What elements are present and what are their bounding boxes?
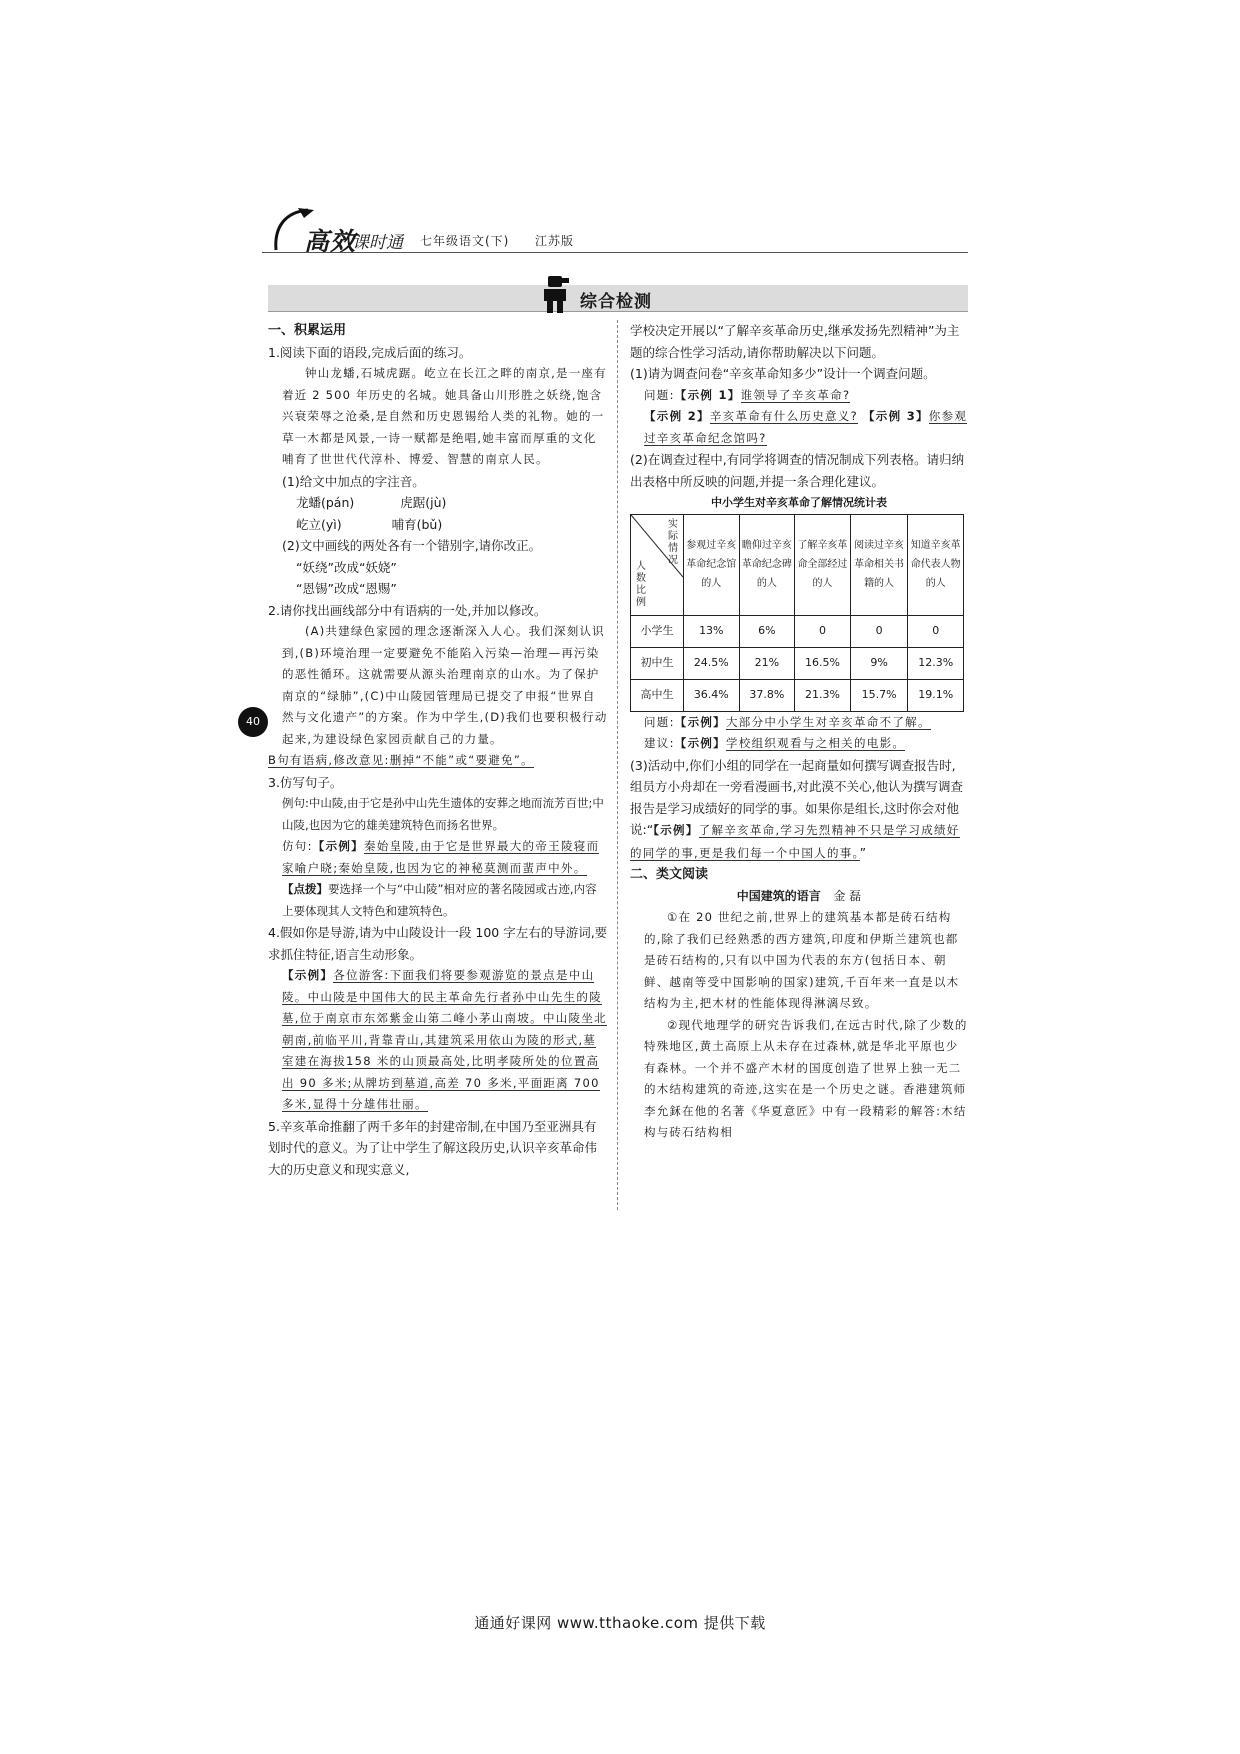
table-row: [631, 615, 964, 647]
article-paragraph-1: ①在 20 世纪之前,世界上的建筑基本都是砖石结构的,除了我们已经熟悉的西方建筑,印度和伊斯兰建筑也都是砖石结构的,只有以中国为代表的东方(包括日本、朝鲜、越南等受中国影响的国家)建筑,千百年来一直是以木结构为主,把木材的性能体现得淋漓尽致。: [644, 910, 960, 1010]
header-grade: 七年级语文(下): [420, 234, 510, 248]
header-rule: [262, 252, 968, 253]
q3-answer-text: 秦始皇陵,由于它是世界最大的帝王陵寝而家喻户晓;秦始皇陵,也因为它的神秘莫测而蜚声中外。: [282, 839, 600, 875]
q3-example: 例句:中山陵,由于它是孙中山先生遗体的安葬之地而流芳百世;中山陵,也因为它的雄美建筑特色而扬名世界。: [282, 796, 604, 832]
q5-sub2-problem-text: 大部分中小学生对辛亥革命不了解。: [725, 714, 931, 729]
q5-sub1: (1)请为调查问卷“辛亥革命知多少”设计一个调查问题。: [630, 366, 936, 381]
column-divider: [617, 320, 618, 1210]
table-col-header: 瞻仰过辛亥革命纪念碑的人: [739, 514, 795, 615]
person-icon: [538, 274, 574, 314]
table-cell: 6%: [739, 615, 795, 647]
q5-sub1-answer: [630, 385, 968, 450]
q5-sub1-ex1: 谁领导了辛亥革命?: [740, 387, 851, 402]
q3-answer-tag: 【示例】: [312, 839, 364, 853]
stats-table: [630, 514, 964, 712]
table-row-label: 小学生: [631, 615, 684, 647]
q4-stem: 4.假如你是导游,请为中山陵设计一段 100 字左右的导游词,要求抓住特征,语言生动形象。: [268, 925, 608, 962]
q1-sub2: (2)文中画线的两处各有一个错别字,请你改正。: [282, 538, 542, 553]
q5-sub1-answer-label: 问题:: [644, 387, 675, 402]
q5-sub2-advice: [630, 733, 968, 755]
header-edition: 江苏版: [535, 234, 575, 248]
part1-heading: 一、积累运用: [268, 323, 347, 338]
pinyin-ju: 虎踞(jù): [400, 495, 447, 510]
q5-sub1-ex2: 辛亥革命有什么历史意义?: [709, 409, 859, 423]
q2-stem: 2.请你找出画线部分中有语病的一处,并加以修改。: [268, 602, 547, 618]
table-cell: 36.4%: [684, 679, 740, 711]
pinyin-yi: 屹立(yì): [296, 516, 342, 532]
table-cell: 13%: [684, 615, 740, 647]
q5-continued: 学校决定开展以“了解辛亥革命历史,继承发扬先烈精神”为主题的综合性学习活动,请你帮助解决以下问题。: [630, 323, 960, 360]
table-row: [631, 679, 964, 711]
q4-answer-tag: 【示例】: [282, 968, 334, 982]
table-col-header: 参观过辛亥革命纪念馆的人: [684, 514, 740, 615]
q5-sub3-tag: 【示例】: [653, 823, 699, 837]
q5-sub3-answer: 了解辛亥革命,学习先烈精神不只是学习成绩好的同学的事,更是我们每一个中国人的事。: [630, 823, 960, 860]
q1-pinyin-row2: [268, 514, 608, 536]
pinyin-bu: 哺育(bǔ): [391, 516, 443, 532]
q3-tip: [268, 879, 608, 922]
table-cell: 37.8%: [739, 679, 795, 711]
brand-title: 高效: [304, 227, 357, 256]
table-row-label: 初中生: [631, 647, 684, 679]
table-cell: 21%: [739, 647, 795, 679]
table-cell: 24.5%: [684, 647, 740, 679]
table-header-row: [631, 514, 964, 615]
q1-stem: 1.阅读下面的语段,完成后面的练习。: [268, 344, 472, 360]
q5-sub1-ex2-tag: 【示例 2】: [644, 409, 710, 423]
table-cell: 15.7%: [850, 679, 908, 711]
table-row: [631, 647, 964, 679]
table-cell: 0: [850, 615, 908, 647]
page-number: 40: [238, 707, 268, 737]
table-cell: 9%: [850, 647, 908, 679]
q2-answer-text: B句有语病,修改意见:删掉“不能”或“要避免”。: [268, 753, 534, 767]
section-title: 综合检测: [580, 292, 652, 312]
q4-answer: [268, 965, 608, 1116]
q5-stem: 5.辛亥革命推翻了两千多年的封建帝制,在中国乃至亚洲具有划时代的意义。为了让中学生了解这段历史,认识辛亥革命伟大的历史意义和现实意义,: [268, 1118, 597, 1177]
q5-sub2: (2)在调查过程中,有同学将调查的情况制成下列表格。请归纳出表格中所反映的问题,并提一条合理化建议。: [630, 452, 965, 489]
q5-sub3: [630, 755, 968, 865]
q1-passage: 钟山龙蟠,石城虎踞。屹立在长江之畔的南京,是一座有着近 2 500 年历史的名城。她具备山川形胜之妖绕,饱含兴衰荣辱之沧桑,是自然和历史恩锡给人类的礼物。她的一草一木都是风景,一诗一赋都是绝唱,她丰富而厚重的文化哺育了世世代代淳朴、博爱、智慧的南京人民。: [282, 366, 607, 466]
article-author: 金 磊: [833, 888, 862, 903]
table-col-header: 了解辛亥革命全部经过的人: [795, 514, 851, 615]
article-paragraph-2: ②现代地理学的研究告诉我们,在远古时代,除了少数的特殊地区,黄土高原上从未存在过森林,就是华北平原也少有森林。一个并不盛产木材的国度创造了世界上独一无二的木结构建筑的奇迹,这实在是一个历史之谜。香港建筑师李允鉌在他的名著《华夏意匠》中有一段精彩的解答:木结构与砖石结构相: [644, 1017, 968, 1139]
table-col-header: 知道辛亥革命代表人物的人: [908, 514, 964, 615]
left-column: [268, 320, 608, 1180]
corner-top-label: 实际情况: [668, 518, 678, 566]
q5-sub3-end: ”: [859, 844, 867, 860]
part2-heading: 二、类文阅读: [630, 867, 709, 882]
q1-pinyin-row1: [268, 492, 608, 514]
pinyin-pan: 龙蟠(pán): [296, 495, 355, 510]
q5-sub2-problem-label: 问题:: [644, 714, 675, 729]
q1-fix2: “恩锡”改成“恩赐”: [296, 581, 397, 596]
q5-sub2-advice-text: 学校组织观看与之相关的电影。: [725, 736, 906, 750]
q1-fix1: “妖绕”改成“妖娆”: [296, 559, 397, 575]
q5-sub2-advice-label: 建议:: [644, 736, 675, 750]
article-title-text: 中国建筑的语言: [736, 888, 821, 903]
q5-sub1-ex1-tag: 【示例 1】: [674, 387, 741, 402]
table-row-label: 高中生: [631, 679, 684, 711]
q3-answer-label: 仿句:: [282, 839, 313, 853]
table-col-header: 阅读过辛亥革命相关书籍的人: [850, 514, 908, 615]
table-cell: 0: [908, 615, 964, 647]
q2-answer: [268, 750, 608, 772]
table-title: 中小学生对辛亥革命了解情况统计表: [711, 496, 887, 509]
footer-credit: 通通好课网 www.tthaoke.com 提供下载: [474, 1614, 766, 1632]
article-title: [630, 886, 968, 908]
q5-sub2-advice-tag: 【示例】: [674, 736, 726, 750]
q2-passage: (A)共建绿色家园的理念逐渐深入人心。我们深刻认识到,(B)环境治理一定要避免不能陷入污染—治理—再污染的恶性循环。这就需要从源头治理南京的山水。为了保护南京的“绿肺”,(C)中山陵园管理局已提交了申报“世界自然与文化遗产”的方案。作为中学生,(D)我们也要积极行动起来,为建设绿色家园贡献自己的力量。: [282, 624, 608, 746]
q5-sub3-text: (3)活动中,你们小组的同学在一起商量如何撰写调查报告时,组员方小舟却在一旁看漫画书,对此漠不关心,他认为撰写调查报告是学习成绩好的同学的事。如果你是组长,这时你会对他说:“: [630, 757, 963, 837]
q5-sub1-ex3-tag: 【示例 3】: [862, 409, 929, 423]
table-cell: 12.3%: [908, 647, 964, 679]
q5-sub1-ex3: 你参观过辛亥革命纪念馆吗?: [644, 409, 968, 445]
q3-answer: [268, 836, 608, 879]
q5-sub2-problem: [630, 712, 968, 734]
q3-tip-text: 要选择一个与“中山陵”相对应的著名陵园或古迹,内容上要体现其人文特色和建筑特色。: [282, 882, 597, 918]
q3-stem: 3.仿写句子。: [268, 774, 343, 790]
corner-left-label: 人数比例: [636, 560, 646, 608]
brand-subtitle: 课时通: [352, 233, 403, 253]
q3-tip-tag: 【点拨】: [282, 882, 328, 896]
table-cell: 0: [795, 615, 851, 647]
table-cell: 21.3%: [795, 679, 851, 711]
table-corner: [631, 514, 684, 615]
table-cell: 19.1%: [908, 679, 964, 711]
right-column: [630, 320, 968, 1144]
q5-sub2-problem-tag: 【示例】: [674, 714, 726, 729]
q4-answer-text: 各位游客:下面我们将要参观游览的景点是中山陵。中山陵是中国伟大的民主革命先行者孙中山先生的陵墓,位于南京市东郊紫金山第二峰小茅山南坡。中山陵坐北朝南,前临平川,背靠青山,其建筑采用依山为陵的形式,墓室建在海拔158 米的山顶最高处,比明孝陵所处的位置高出 90 多米;从牌坊到墓道,高差 70 多米,平面距离 700 多米,显得十分雄伟壮丽。: [282, 968, 607, 1111]
table-cell: 16.5%: [795, 647, 851, 679]
q1-sub1: (1)给文中加点的字注音。: [282, 473, 425, 489]
